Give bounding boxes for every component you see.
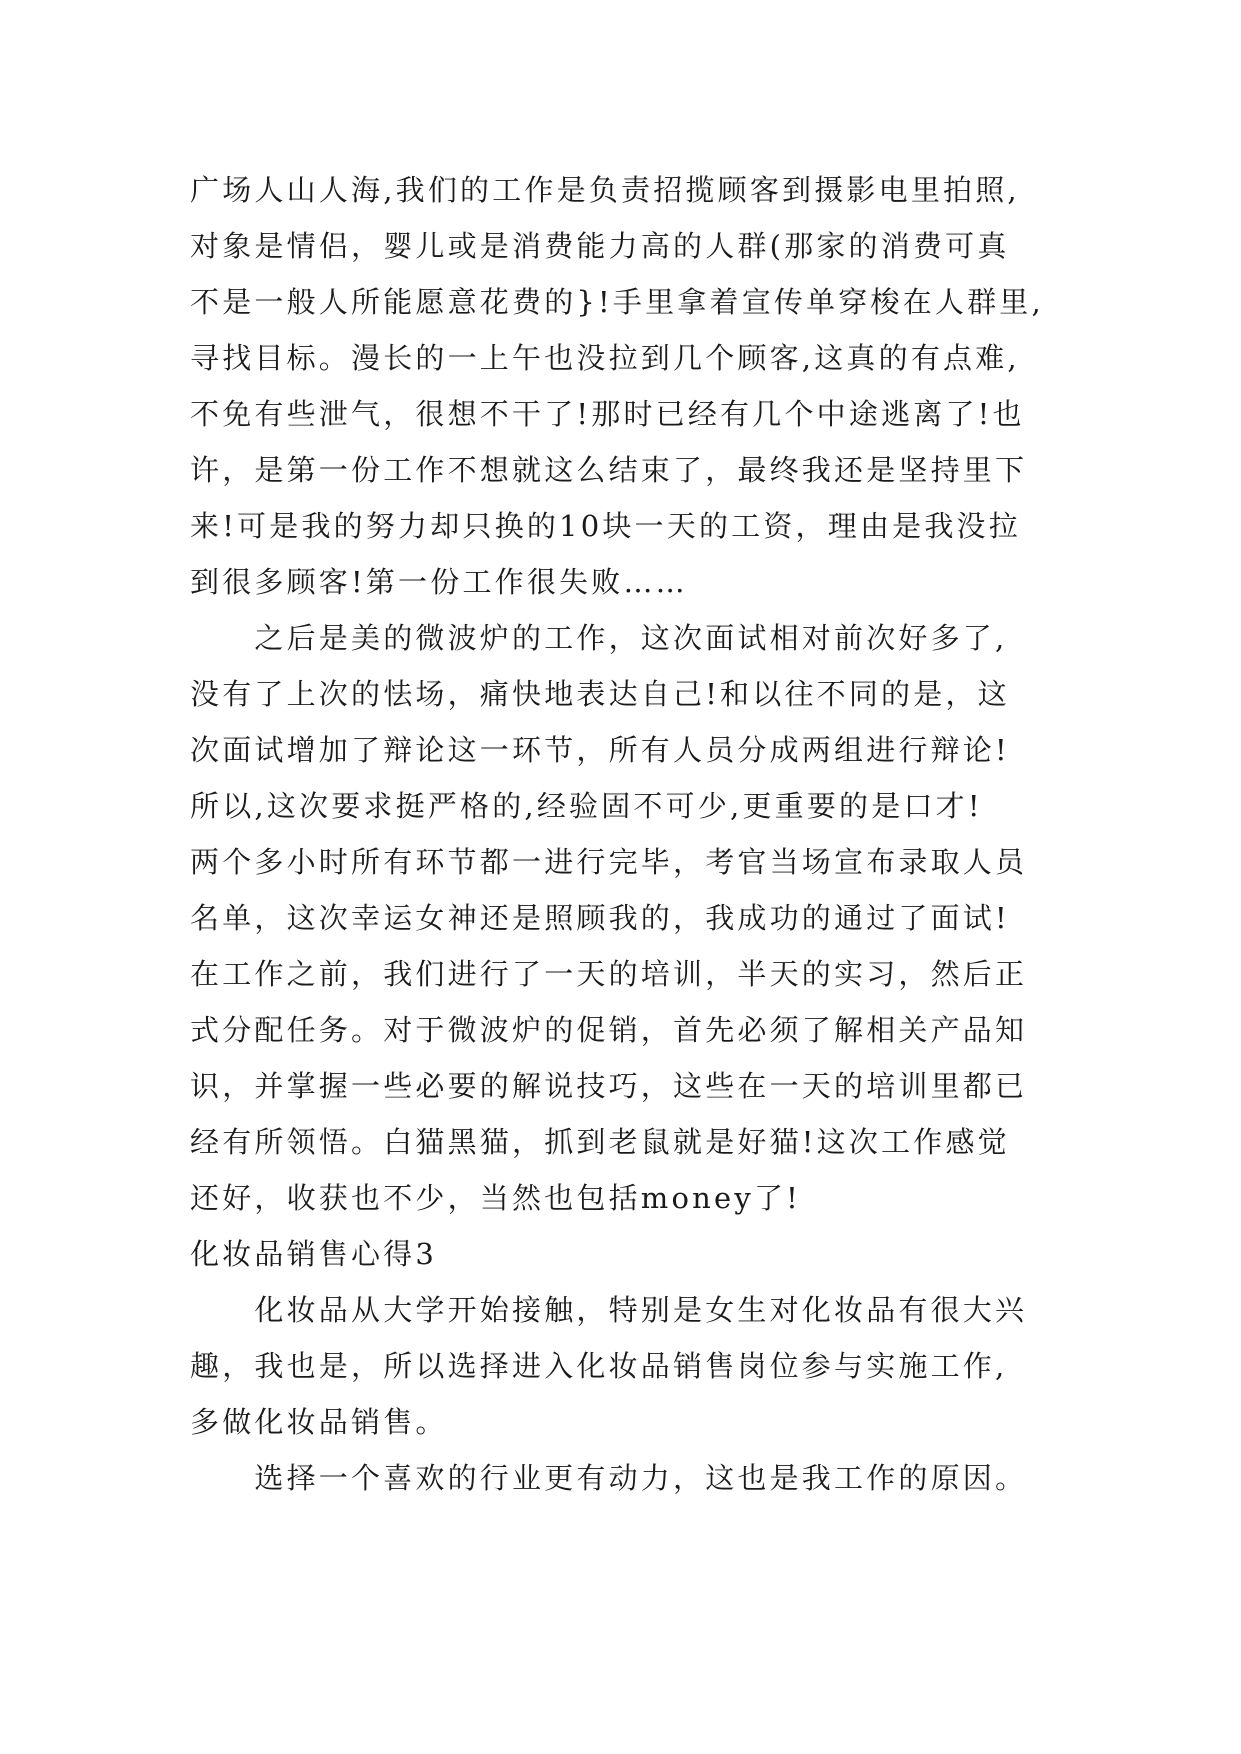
text-line: 选择一个喜欢的行业更有动力，这也是我工作的原因。 [190,1461,1028,1495]
text-line: 化妆品从大学开始接触，特别是女生对化妆品有很大兴 [190,1293,1028,1327]
text-line: 式分配任务。对于微波炉的促销，首先必须了解相关产品知 [190,1013,1028,1047]
text-line: 多做化妆品销售。 [190,1405,448,1439]
text-line: 名单，这次幸运女神还是照顾我的，我成功的通过了面试! [190,901,1010,935]
text-line: 还好，收获也不少，当然也包括money了! [190,1181,802,1215]
text-line: 之后是美的微波炉的工作，这次面试相对前次好多了, [190,621,1008,655]
text-line: 所以,这次要求挺严格的,经验固不可少,更重要的是口才! [190,789,983,823]
text-line: 寻找目标。漫长的一上午也没拉到几个顾客,这真的有点难, [190,341,1020,375]
text-line: 在工作之前，我们进行了一天的培训，半天的实习，然后正 [190,957,1028,991]
text-line: 不免有些泄气，很想不干了!那时已经有几个中途逃离了!也 [190,397,1025,431]
text-line: 广场人山人海,我们的工作是负责招揽顾客到摄影电里拍照, [190,173,1020,207]
section-heading: 化妆品销售心得3 [190,1237,438,1271]
text-line: 对象是情侣，婴儿或是消费能力高的人群(那家的消费可真 [190,229,1010,263]
text-line: 趣，我也是，所以选择进入化妆品销售岗位参与实施工作, [190,1349,1008,1383]
text-line: 不是一般人所能愿意花费的}!手里拿着宣传单穿梭在人群里, [190,285,1044,319]
text-line: 没有了上次的怯场，痛快地表达自己!和以往不同的是，这 [190,677,1010,711]
text-line: 次面试增加了辩论这一环节，所有人员分成两组进行辩论! [190,733,1010,767]
text-line: 到很多顾客!第一份工作很失败…… [190,565,688,599]
text-line: 两个多小时所有环节都一进行完毕，考官当场宣布录取人员 [190,845,1028,879]
text-line: 经有所领悟。白猫黑猫，抓到老鼠就是好猫!这次工作感觉 [190,1125,1010,1159]
text-line: 识，并掌握一些必要的解说技巧，这些在一天的培训里都已 [190,1069,1028,1103]
text-line: 来!可是我的努力却只换的10块一天的工资，理由是我没拉 [190,509,1021,543]
text-line: 许，是第一份工作不想就这么结束了，最终我还是坚持里下 [190,453,1028,487]
